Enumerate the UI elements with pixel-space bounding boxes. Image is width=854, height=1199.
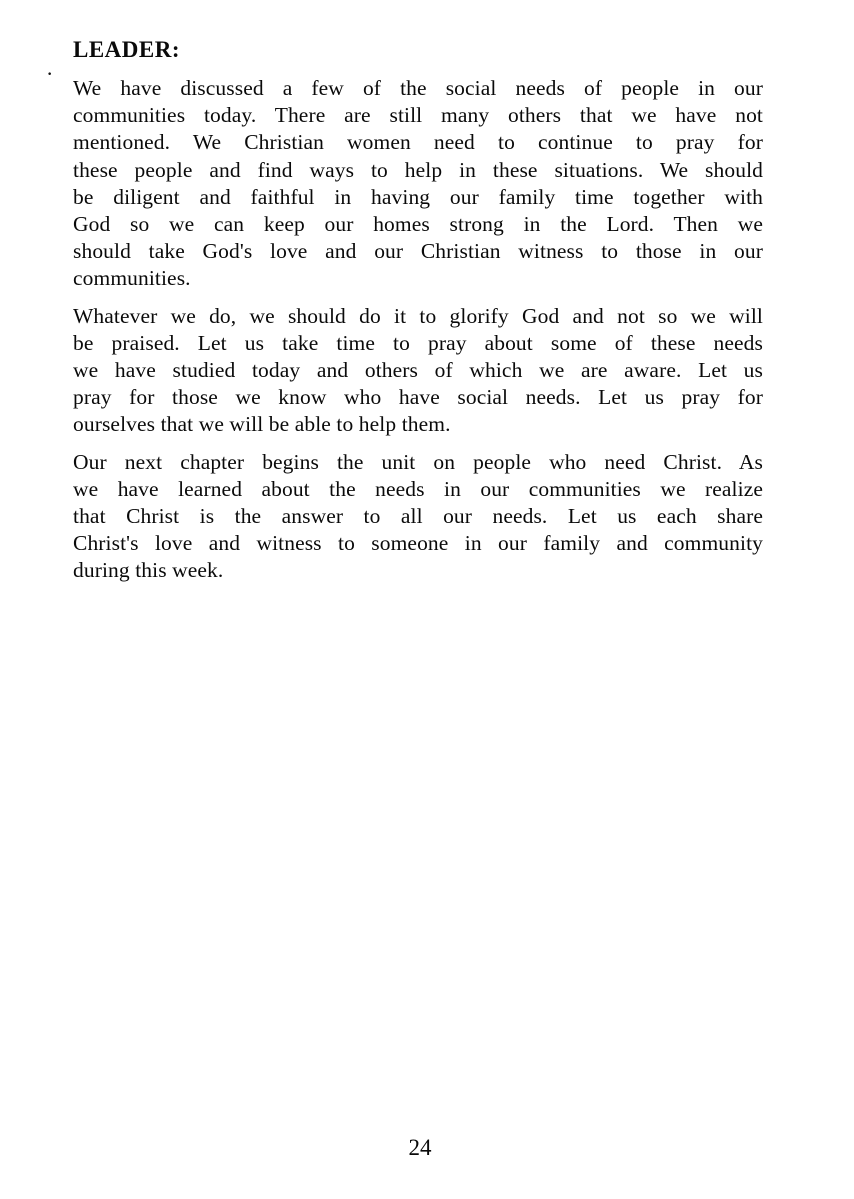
text-line: pray for those we know who have social needs. Let us pray for bbox=[73, 385, 763, 410]
text-line: ourselves that we will be able to help them. bbox=[73, 412, 451, 437]
scan-artifact-dot: · bbox=[47, 66, 53, 83]
text-line: Whatever we do, we should do it to glorify God and not so we will bbox=[73, 303, 763, 328]
text-line: be praised. Let us take time to pray about some of these needs bbox=[73, 330, 763, 355]
paragraph bbox=[73, 75, 763, 293]
text-line: God so we can keep our homes strong in the Lord. Then we bbox=[73, 212, 763, 237]
text-line: that Christ is the answer to all our needs. Let us each share bbox=[73, 504, 763, 529]
text-line: communities today. There are still many others that we have not bbox=[73, 103, 763, 128]
text-line: during this week. bbox=[73, 558, 224, 583]
paragraph bbox=[73, 303, 763, 439]
text-block bbox=[73, 36, 763, 595]
text-line: should take God's love and our Christian witness to those in our bbox=[73, 239, 763, 264]
text-line: Christ's love and witness to someone in our family and community bbox=[73, 531, 763, 556]
text-line: be diligent and faithful in having our family time together with bbox=[73, 184, 763, 209]
text-line: We have discussed a few of the social needs of people in our bbox=[73, 76, 763, 100]
text-line: these people and find ways to help in these situations. We should bbox=[73, 157, 763, 182]
text-line: we have learned about the needs in our communities we realize bbox=[73, 476, 763, 501]
page-number: 24 bbox=[408, 1135, 432, 1160]
paragraphs-container bbox=[73, 75, 763, 585]
text-line: Our next chapter begins the unit on people who need Christ. As bbox=[73, 449, 763, 474]
section-heading: LEADER: bbox=[73, 37, 181, 62]
text-line: communities. bbox=[73, 266, 191, 291]
paragraph bbox=[73, 449, 763, 585]
text-line: mentioned. We Christian women need to continue to pray for bbox=[73, 130, 763, 155]
text-line: we have studied today and others of which we are aware. Let us bbox=[73, 358, 763, 383]
